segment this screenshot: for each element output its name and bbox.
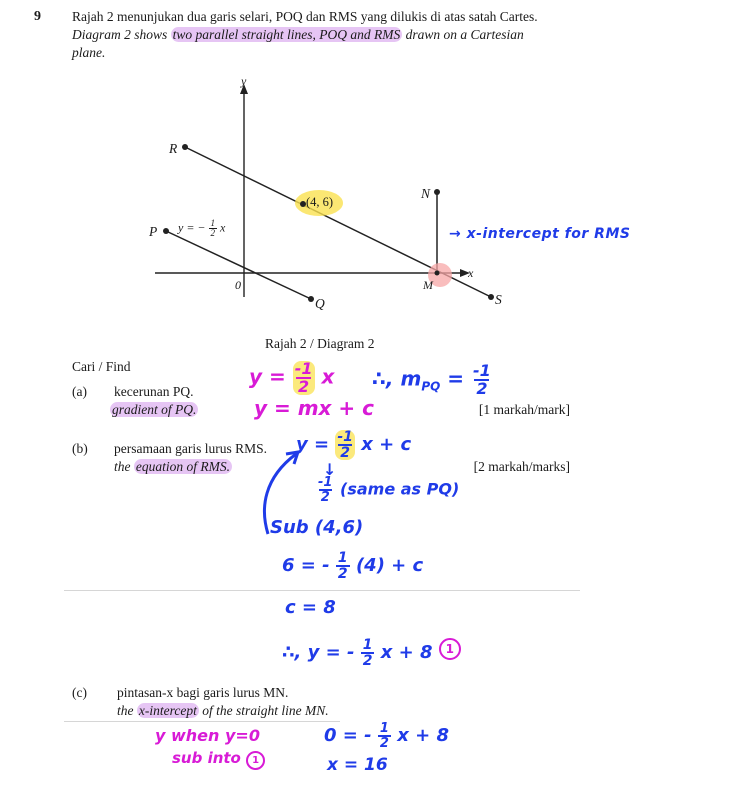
hw-a-den: 2: [298, 377, 310, 396]
hw-a-gradient-eq: =: [447, 366, 465, 391]
part-b-english-prefix: the: [114, 459, 131, 474]
find-label: Cari / Find: [72, 359, 131, 374]
hw-b4-rest: (4) + c: [355, 555, 424, 576]
hw-c-line3: [324, 722, 449, 750]
hw-b-line1: [296, 430, 411, 460]
hw-a-num: -1: [294, 359, 313, 378]
hw-a-lhs: y =: [249, 364, 286, 389]
label-s: S: [495, 292, 502, 307]
hw-b-line4: [282, 551, 423, 581]
hw-c3-den: 2: [379, 736, 389, 751]
equation-numerator: 1: [210, 218, 216, 228]
highlighted-phrase: two parallel straight lines, POQ and RMS: [172, 27, 401, 42]
hw-a-gradient-den: 2: [476, 379, 488, 398]
part-c-english-prefix: the: [117, 703, 134, 718]
hw-b2-den: 2: [320, 490, 330, 505]
part-c-english-highlight: x-intercept: [138, 703, 197, 718]
equation-fraction: [209, 219, 218, 238]
part-c-english-suffix: of the straight line MN.: [202, 703, 329, 718]
part-c-english: [117, 702, 329, 720]
point-p: [163, 228, 169, 234]
hw-b4-den: 2: [337, 566, 348, 582]
cartesian-diagram: [0, 0, 732, 330]
diagram-caption: [265, 335, 374, 353]
hw-b-arrow: ↓: [323, 460, 337, 479]
hw-b4-lhs: 6 = -: [282, 555, 330, 576]
part-c-label: (c): [72, 685, 87, 700]
point-n: [434, 189, 440, 195]
hw-b-den: 2: [340, 445, 351, 461]
part-a-english-text: gradient of PQ.: [112, 402, 197, 417]
hw-b4-fraction: [336, 551, 350, 581]
divider-top: [64, 590, 580, 591]
label-m: M: [423, 278, 433, 292]
hw-b-line6: [282, 638, 461, 668]
hw-b6-den: 2: [362, 653, 373, 669]
part-c-malay: pintasan-x bagi garis lurus MN.: [117, 685, 289, 700]
hw-c-line1: y when y=0: [155, 726, 260, 745]
question-number: 9: [34, 9, 41, 24]
hw-c3-rest: x + 8: [397, 725, 449, 746]
hw-b-line2: [316, 476, 459, 504]
hw-b6-lhs: ∴, y = -: [282, 642, 355, 663]
hw-a-var: x: [321, 364, 335, 389]
part-a-english: [110, 401, 198, 419]
x-intercept-annotation: → x-intercept for RMS: [449, 226, 631, 242]
question-text-en-part: drawn on a Cartesian: [405, 27, 524, 42]
label-p: P: [149, 224, 158, 239]
hw-c3-lhs: 0 = -: [324, 725, 372, 746]
hw-a-fraction: [293, 361, 315, 395]
y-axis-label: y: [241, 74, 247, 88]
part-a-malay: kecerunan PQ.: [114, 384, 194, 399]
x-axis-label: x: [468, 266, 474, 280]
hw-a-gradient-sub: PQ: [421, 379, 441, 394]
hw-b2-num: -1: [318, 475, 333, 490]
hw-b-line5: c = 8: [285, 597, 336, 618]
part-b-malay: persamaan garis lurus RMS.: [114, 441, 267, 456]
question-text-malay: Rajah 2 menunjukan dua garis selari, POQ dan RMS yang dilukis di atas satah Cartes.: [72, 9, 538, 24]
hw-b-line3: Sub (4,6): [270, 517, 364, 538]
origin-label: 0: [235, 278, 241, 292]
hw-a-gradient: [372, 363, 493, 397]
hw-b6-fraction: [361, 638, 375, 668]
hw-c-line2: [172, 749, 265, 770]
part-b-english: [114, 458, 232, 476]
point-r: [182, 144, 188, 150]
point-s: [488, 294, 494, 300]
hw-c2-text: sub into: [172, 749, 241, 767]
hw-a-gradient-fraction: [471, 363, 493, 397]
equation-lhs: y = −: [178, 220, 206, 235]
question-text-en-line3: plane.: [72, 45, 106, 60]
hw-a-line1: [249, 361, 334, 395]
hw-b4-num: 1: [337, 550, 348, 566]
divider-bottom: [64, 721, 340, 722]
hw-a-line2: y = mx + c: [254, 396, 374, 420]
hw-a-gradient-num: -1: [473, 361, 491, 380]
part-b-english-highlight: equation of RMS.: [135, 459, 230, 474]
label-r: R: [169, 141, 178, 156]
part-b-label: (b): [72, 441, 88, 456]
diagram-caption-text: Rajah 2 / Diagram 2: [265, 336, 375, 351]
part-a-label: (a): [72, 384, 87, 399]
point-label: (4, 6): [306, 195, 334, 209]
question-text-en-part: Diagram 2 shows: [72, 27, 168, 42]
label-n: N: [421, 186, 431, 201]
part-a-marks: [1 markah/mark]: [478, 402, 570, 417]
hw-equation-marker: 1: [439, 638, 461, 660]
hw-b-fraction: [335, 430, 355, 460]
part-b-marks: [2 markah/marks]: [473, 459, 570, 474]
hw-b6-num: 1: [362, 637, 373, 653]
point-m: [435, 271, 440, 276]
hw-c3-fraction: [378, 722, 391, 750]
equation-variable: x: [220, 220, 226, 235]
label-q: Q: [315, 296, 325, 311]
equation-denominator: 2: [210, 228, 216, 238]
point-q: [308, 296, 314, 302]
hw-c-line4: x = 16: [327, 755, 388, 775]
hw-c-marker: 1: [246, 751, 265, 770]
hw-b-rest: x + c: [361, 434, 412, 455]
hw-b6-rest: x + 8: [380, 642, 433, 663]
hw-b2-fraction: [316, 476, 334, 504]
hw-b-lhs: y =: [296, 434, 330, 455]
equation-label: [178, 219, 225, 238]
hw-b-num: -1: [337, 429, 353, 445]
hw-a-gradient-text: ∴, m: [372, 366, 422, 391]
hw-c3-num: 1: [379, 721, 389, 736]
hw-b2-rest: (same as PQ): [340, 479, 460, 499]
